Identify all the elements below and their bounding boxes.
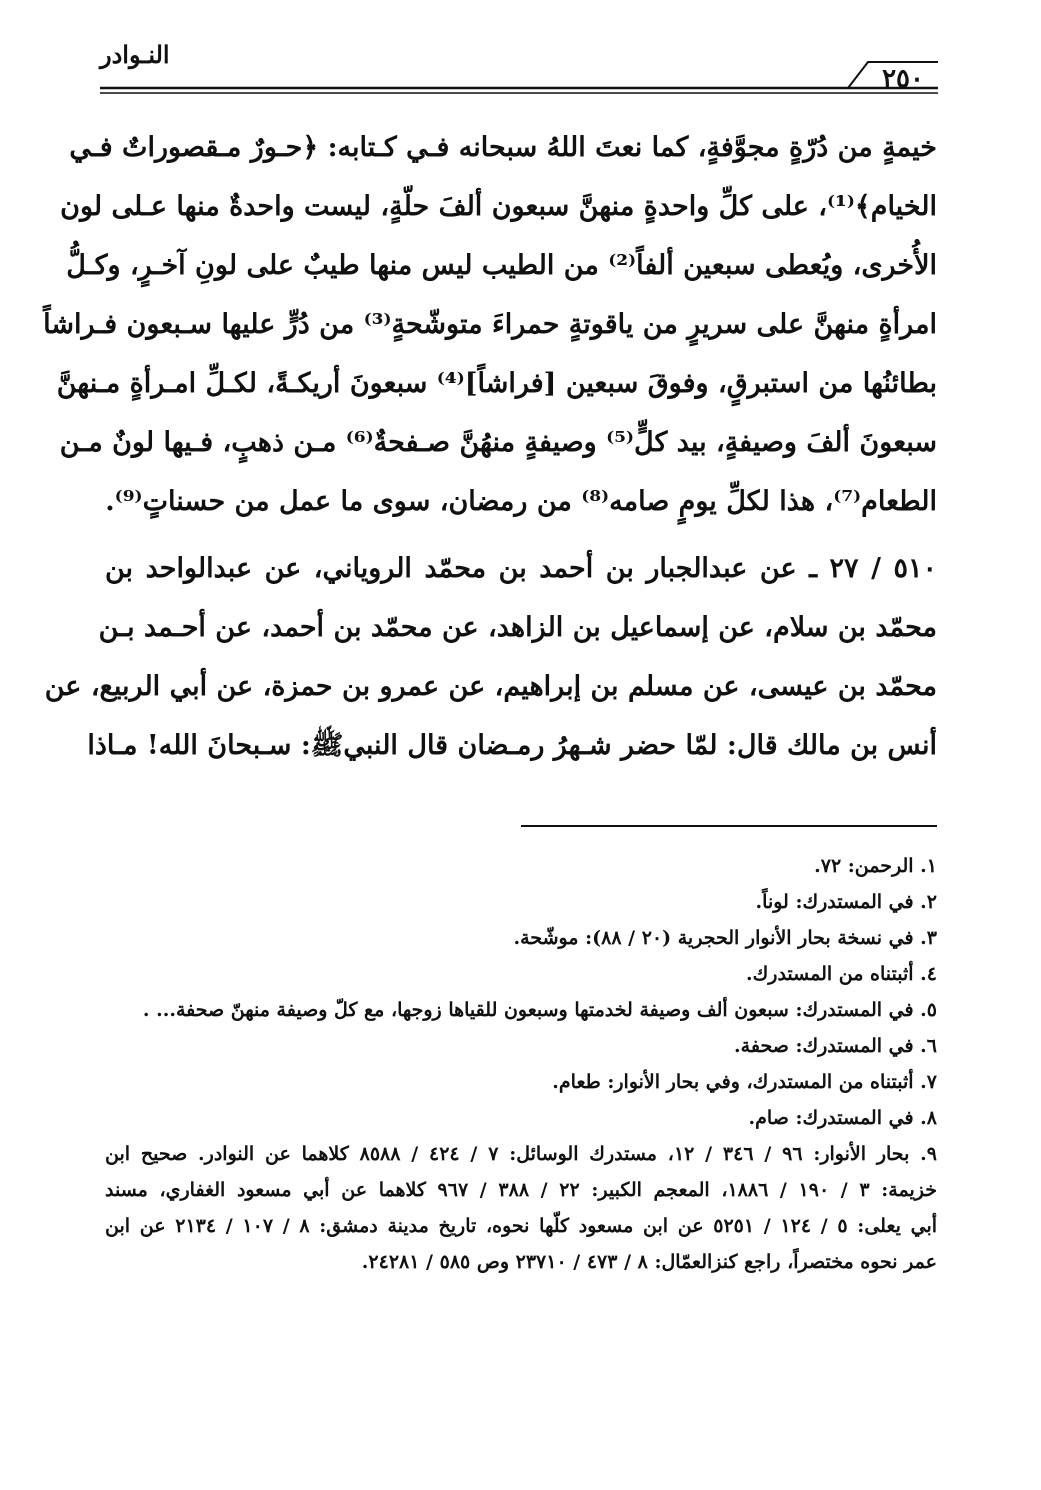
footnote-item: ١. الرحمن: ٧٢.	[814, 855, 937, 877]
page-number: ٢٥٠	[882, 64, 924, 94]
text-line: ٥١٠ / ٢٧ ـ عن عبدالجبار بن أحمد بن محمّد الروياني، عن عبدالواحد بن	[105, 553, 937, 584]
footnote-item: ٧. أثبتناه من المستدرك، وفي بحار الأنوار: طعام.	[552, 1071, 937, 1093]
footnote-item-9-line: أبي يعلى: ٥ / ١٢٤ / ٥٢٥١ عن ابن مسعود كلّها نحوه، تاريخ مدينة دمشق: ٨ / ١٠٧ / ٢١٣٤ عن ابن	[105, 1215, 938, 1237]
page-header	[100, 40, 938, 100]
text-line: الطعام⁽⁷⁾، هذا لكلِّ يومٍ صامه⁽⁸⁾ من رمضان، سوى ما عمل من حسناتٍ⁽⁹⁾.	[105, 486, 937, 517]
paragraph-1	[43, 118, 937, 531]
footnote-separator	[521, 825, 937, 827]
text-line: محمّد بن عيسى، عن مسلم بن إبراهيم، عن عمرو بن حمزة، عن أبي الربيع، عن	[44, 671, 937, 702]
footnote-item-9-line: عمر نحوه مختصراً، راجع كنزالعمّال: ٨ / ٤٧٣ / ٢٣٧١٠ وص ٥٨٥ / ٢٤٢٨١.	[361, 1251, 937, 1273]
text-line: سبعونَ ألفَ وصيفةٍ، بيد كلٍّ⁽⁵⁾ وصيفةٍ منهُنَّ صـفحةٌ⁽⁶⁾ مـن ذهبٍ، فـيها لونٌ مـن	[59, 427, 937, 458]
footnote-item: ٦. في المستدرك: صحفة.	[734, 1035, 937, 1057]
page-number-box	[866, 62, 938, 96]
text-line: الخيام﴾⁽¹⁾، على كلِّ واحدةٍ منهنَّ سبعون ألفَ حلّةٍ، ليست واحدةٌ منها عـلى لون	[60, 191, 937, 222]
text-line: أنس بن مالك قال: لمّا حضر شـهرُ رمـضان قال النبيﷺ: سـبحانَ الله! مـاذا	[87, 730, 937, 761]
footnote-item: ٨. في المستدرك: صام.	[748, 1107, 937, 1129]
footnotes	[105, 848, 937, 1280]
text-line: امرأةٍ منهنَّ على سريرٍ من ياقوتةٍ حمراءَ متوشّحةٍ⁽³⁾ من دُرٍّ عليها سـبعون فـراشاً	[43, 309, 937, 340]
footnote-item: ٣. في نسخة بحار الأنوار الحجرية (٢٠ / ٨٨): موشّحة.	[513, 927, 937, 949]
footnote-item: ٥. في المستدرك: سبعون ألف وصيفة لخدمتها وسبعون للقياها زوجها، مع كلّ وصيفة منهنّ صحفة... .	[142, 999, 937, 1021]
text-line: خيمةٍ من دُرّةٍ مجوَّفةٍ، كما نعتَ اللهُ سبحانه فـي كـتابه: ﴿حـورٌ مـقصوراتٌ فـي	[69, 132, 937, 163]
footnote-item: ٤. أثبتناه من المستدرك.	[746, 963, 937, 985]
footnote-item-9-line: ٩. بحار الأنوار: ٩٦ / ٣٤٦ / ١٢، مستدرك الوسائل: ٧ / ٤٢٤ / ٨٥٨٨ كلاهما عن النوادر. صحيح ابن	[105, 1143, 937, 1165]
header-rule-graphic	[100, 40, 938, 100]
main-text	[43, 118, 937, 775]
footnote-item-9-line: خزيمة: ٣ / ١٩٠ / ١٨٨٦، المعجم الكبير: ٢٢ / ٣٨٨ / ٩٦٧ كلاهما عن أبي مسعود الغفاري، مسند	[105, 1179, 937, 1201]
paragraph-2	[44, 539, 937, 775]
running-title: النـوادر	[100, 40, 170, 69]
text-line: بطائنُها من استبرقٍ، وفوقَ سبعين [فراشاً]⁽⁴⁾ سبعونَ أريكـةً، لكـلِّ امـرأةٍ مـنهنَّ	[56, 368, 937, 399]
text-line: محمّد بن سلام، عن إسماعيل بن الزاهد، عن محمّد بن أحمد، عن أحـمد بـن	[98, 612, 937, 643]
text-line: الأُخرى، ويُعطى سبعين ألفاً⁽²⁾ من الطيب ليس منها طيبٌ على لونِ آخـرٍ، وكـلُّ	[66, 250, 937, 281]
footnote-item: ٢. في المستدرك: لوناً.	[755, 891, 937, 913]
